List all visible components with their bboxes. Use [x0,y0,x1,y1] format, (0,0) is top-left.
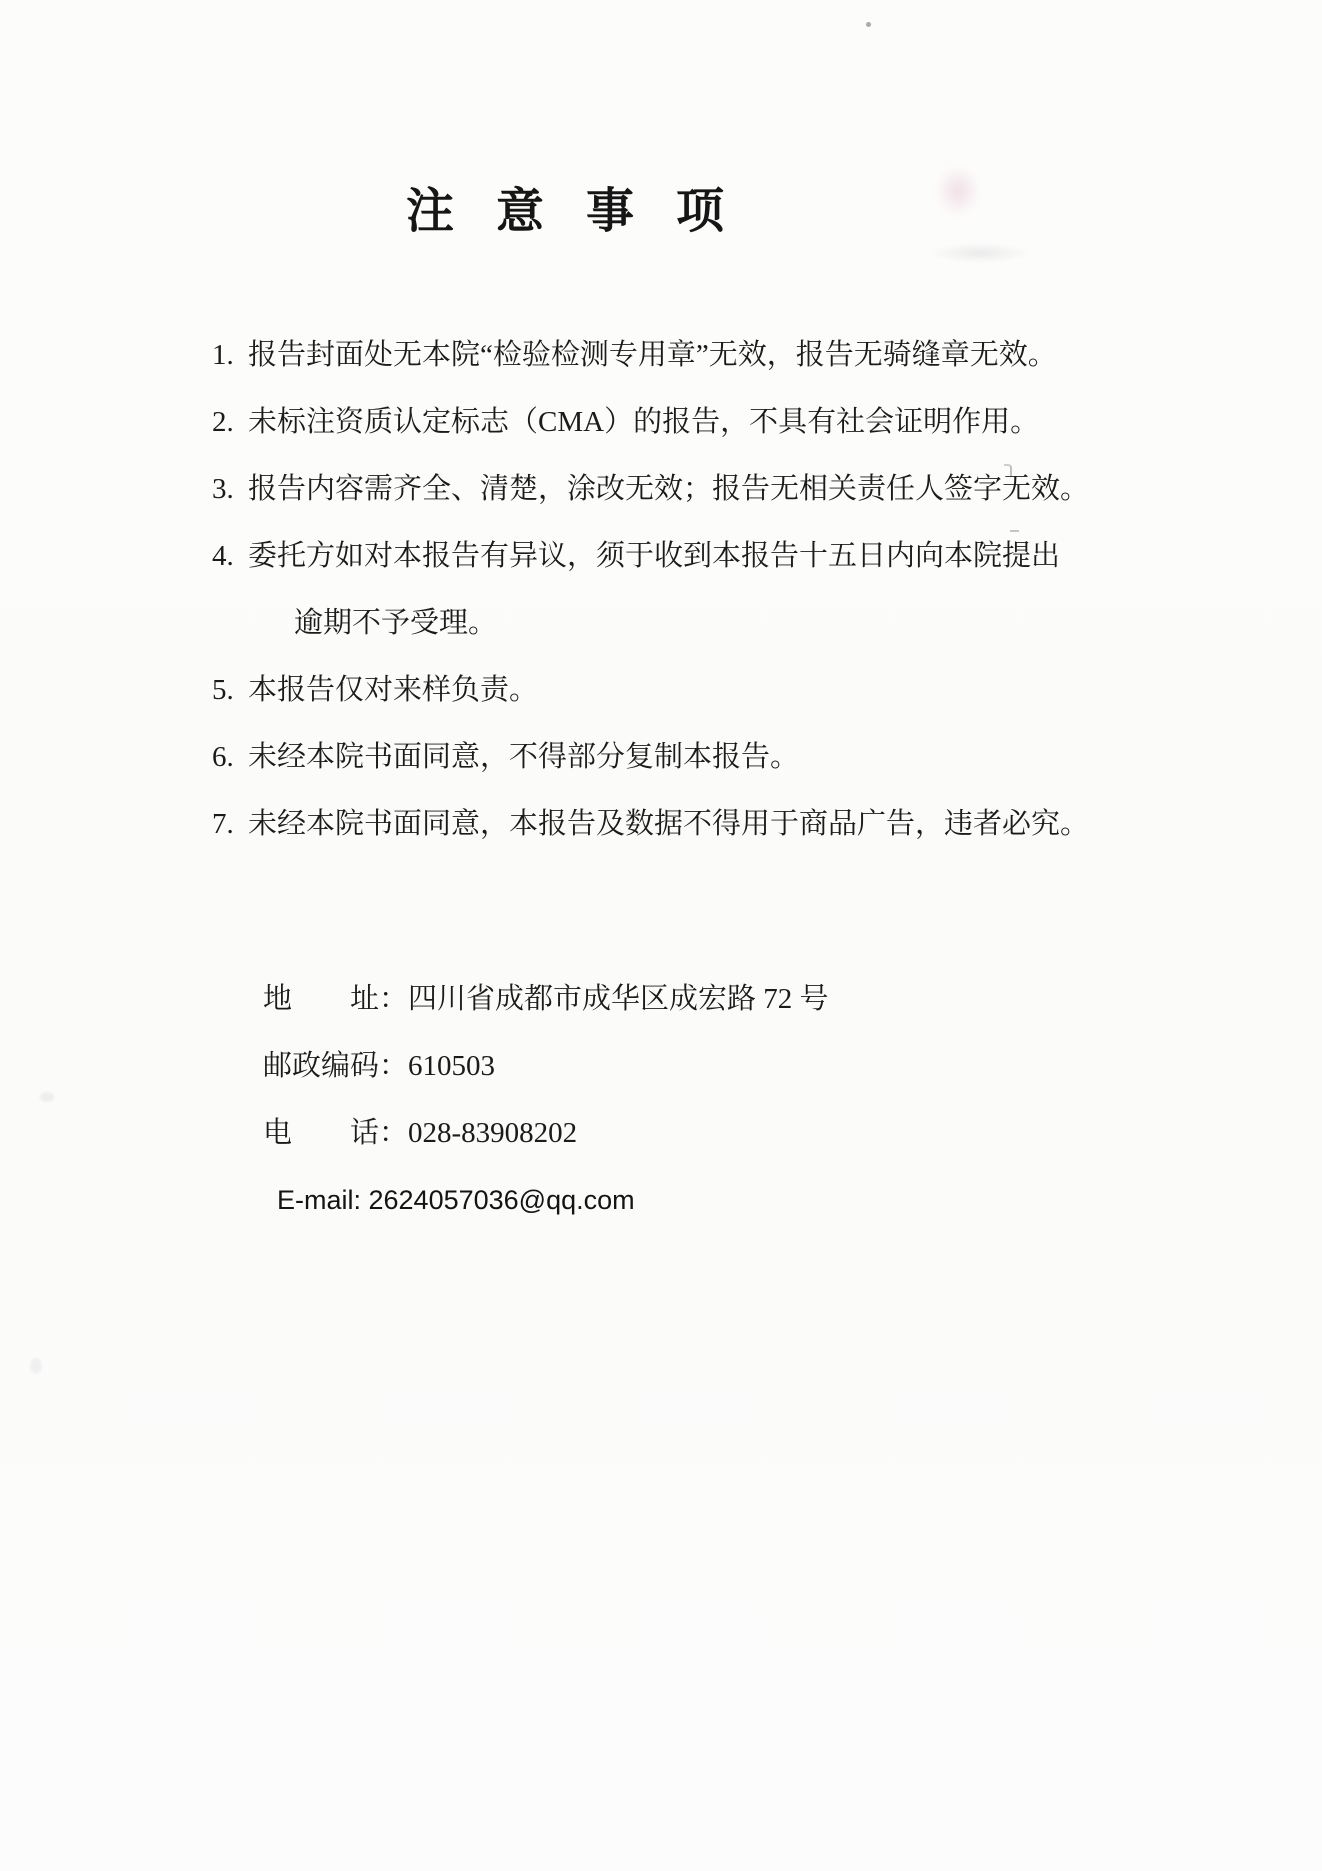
notice-item [212,673,1092,707]
page-title: 注意事项 [405,185,766,238]
scan-artifact-edge-blob [40,1092,54,1102]
notice-item-text: 报告封面处无本院“检验检测专用章”无效，报告无骑缝章无效。 [248,339,1057,371]
notice-item-number: 7. [212,808,234,840]
notice-item-text: 未标注资质认定标志（CMA）的报告，不具有社会证明作用。 [248,406,1040,438]
address-value: 四川省成都市成华区成宏路 72 号 [408,983,829,1015]
notice-item-text [248,539,1060,640]
address-row [263,982,829,1016]
notice-item [212,740,1092,774]
phone-row [263,1116,829,1150]
notice-item-number: 2. [212,406,234,438]
notices-list [212,338,1092,874]
address-label: 地 址： [263,983,409,1015]
notice-item [212,338,1092,372]
notice-item [212,472,1092,506]
notice-item [212,807,1092,841]
postal-code-value: 610503 [408,1050,496,1082]
postal-code-label: 邮政编码： [263,1050,409,1082]
notice-item-number: 3. [212,473,234,505]
contact-block [263,982,829,1250]
notice-item-number: 5. [212,674,234,706]
scan-artifact-dot [866,22,871,27]
notice-item-number: 1. [212,339,234,371]
notice-item-text: 未经本院书面同意，不得部分复制本报告。 [248,741,800,773]
notice-item-text: 本报告仅对来样负责。 [248,674,539,706]
notice-item-number: 6. [212,741,234,773]
notice-item-text: 报告内容需齐全、清楚，涂改无效；报告无相关责任人签字无效。 [248,473,1090,505]
phone-label: 电 话： [263,1117,409,1149]
phone-value: 028-83908202 [408,1117,578,1149]
notice-item-number: 4. [212,540,234,572]
notice-item-line1: 委托方如对本报告有异议，须于收到本报告十五日内向本院提出 [248,540,1061,572]
notice-item-line2: 逾期不予受理。 [294,607,498,639]
scan-artifact-gray-smudge [930,243,1030,263]
notice-item [212,405,1092,439]
email-row [277,1183,829,1217]
notice-item [212,539,1092,640]
scan-artifact-edge-blob [30,1358,42,1374]
email-value: E-mail: 2624057036@qq.com [277,1185,635,1215]
notice-item-text: 未经本院书面同意，本报告及数据不得用于商品广告，违者必究。 [248,808,1090,840]
postal-code-row [263,1049,829,1083]
